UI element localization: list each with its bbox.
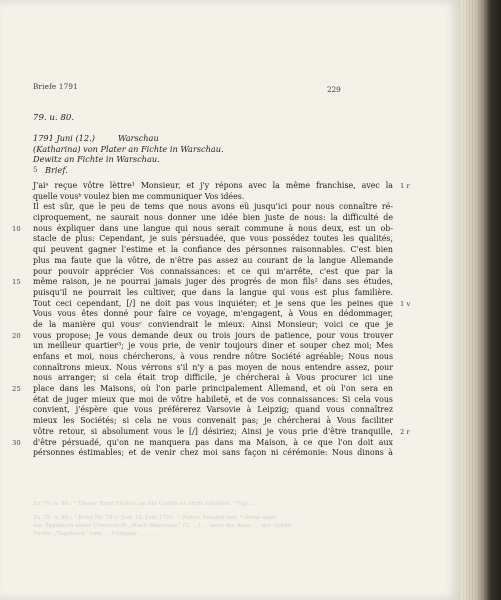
line-text: un meilleur quartier³; je vous prie, de venir toujours diner et souper chez moi; Mes — [33, 341, 393, 351]
text-line — [33, 426, 410, 438]
line-text: J'aiᵃ reçue vôtre lèttre¹ Monsieur, et j'y répons avec la même franchise, avec la — [33, 181, 393, 190]
folio-marker: 1 r — [400, 182, 410, 190]
line-text: état de juger mieux que moi de vôtre habileté, et de vos connaissances: Si cela vous — [33, 394, 393, 404]
line-text: stacle de plus: Cependant, je suis pérsuadée, que vous possédez toutes les qualités, — [33, 234, 393, 244]
footnote-line: Fichte „Tagebuch“ vom ... Frühjahr ... … ... — [33, 531, 160, 537]
line-text: pour pouvoir apprécier Vos connaissances: et ce qui m'arrête, c'est que par la — [33, 266, 393, 276]
text-line — [33, 202, 393, 213]
letter-body — [12, 181, 411, 459]
line-text: Il est sûr, que le peu de tems que nous avons eû jusqu'ici pour nous connaître ré- — [33, 202, 393, 212]
line-number: 30 — [12, 438, 21, 447]
running-head: Briefe 1791 — [33, 82, 78, 91]
line-text: même raison, je ne pourrai jamais juger des progrés de mon fils² dans ses études, — [33, 277, 393, 287]
line-text: connaîtrons mieux. Nous vérrons s'il n'y a pas moyen de nous entendre assez, pour — [33, 362, 393, 372]
line-text: vôtre retour, si absolument vous le [/] désiriez; Ainsi je vous prie d'être tranquille, — [33, 426, 393, 436]
text-line — [33, 373, 393, 384]
footnote-line: Zu 79. u. 80.: ¹ Dieser Brief Fichtes an die Gräfin ist nicht erhalten. ² Vgl. ... — [33, 501, 257, 507]
text-line — [33, 192, 393, 203]
line-text: pérsonnes éstimables; et de venir chez moi sans façon ni cérémonie: Nous dinons à — [33, 448, 393, 458]
line-text: qui peuvent gagner l'estime et la confiance des pérsonnes raisonnables. C'est bien — [33, 245, 393, 255]
heading-brief: Brief. — [45, 164, 68, 175]
text-line — [12, 277, 393, 288]
page-number: 229 — [327, 85, 341, 94]
line-text: plus ma faute que la vôtre, de n'être pas assez au courant de la langue Allemande — [33, 255, 393, 265]
folio-marker: 1 v — [400, 299, 411, 308]
text-line — [33, 405, 393, 416]
footnote-line: das Tagebuch unter Überschrift „Nach Warschau“ (S. ...) … auch die Anm. … der Gräfin — [33, 523, 292, 529]
line-text: place dans les Maisons, où l'on parle principalement Allemand, et où l'on sera en — [33, 384, 393, 394]
text-line — [33, 320, 393, 331]
text-line — [12, 437, 393, 449]
letter-heading — [33, 133, 393, 175]
line-number: 15 — [12, 278, 21, 287]
text-line — [12, 223, 393, 235]
text-line — [33, 234, 393, 245]
line-text: Tout ceci cependant, [/] ne doit pas vous inquiéter; et je sens que les peines que — [33, 298, 393, 308]
text-line — [33, 298, 411, 310]
text-line — [33, 395, 393, 406]
line-text: ciproquement, ne saurait nous donner une idée bien juste de nous: la difficulté de — [33, 213, 393, 223]
text-line — [33, 363, 393, 374]
footnote-line: Zu 79. u. 80.: ¹ Brief Nr. 78 v. Juni 12. Juni 1791. ² Plater, Eduard von. ³ Siehe dazu — [33, 515, 277, 521]
text-line — [12, 384, 393, 395]
text-line — [33, 256, 393, 267]
text-line — [33, 309, 393, 320]
line-text: puisqu'il ne pourrait les cultiver, que dans la langue qui vous est plus familière. — [33, 287, 393, 297]
line-text: convient, j'éspère que vous préférerez Varsovie à Leipzig; quand vous connaîtrez — [33, 405, 393, 415]
line-text: quelle vousᵇ voulez bien me communiquer Vos idées. — [33, 191, 245, 201]
line-text: vous propose; Je vous demande deux ou trois jours de patience, pour vous trouver — [33, 330, 393, 340]
text-line — [33, 245, 393, 256]
line-text: de la manière qui vousᶜ conviendrait le mieux: Ainsi Monsieur; voici ce que je — [33, 319, 393, 329]
text-line — [33, 448, 393, 459]
faded-footnotes — [33, 500, 393, 538]
text-line — [33, 288, 393, 299]
line-text: nous éxpliquer dans une langue qui nous serait commune à nous deux, est un ob- — [33, 223, 393, 233]
line-text: Vous vous êtes donné pour faire ce voyage, m'engagent, à Vous en dédommager, — [33, 309, 393, 319]
letter-number: 79. u. 80. — [33, 113, 75, 123]
line-text: mieux les Sociétés; si cela ne vous convenait pas; je chércherai à Vous faciliter — [33, 416, 393, 426]
line-number: 20 — [12, 331, 21, 340]
heading-row-sender: (Katharina) von Plater an Fichte in Warschau. — [33, 143, 224, 154]
text-line — [12, 330, 393, 342]
text-line — [33, 181, 410, 192]
heading-row-date: 1791 Juni (12.) Warschau — [33, 133, 159, 143]
line-number: 10 — [12, 224, 21, 233]
line-text: enfans et moi, nous chércherons, à vous rendre nôtre Société agréable; Nous nous — [33, 352, 393, 361]
text-line — [33, 416, 393, 427]
text-line — [33, 213, 393, 224]
heading-row-brief — [33, 165, 393, 176]
text-line — [33, 341, 393, 352]
heading-line-number: 5 — [33, 165, 38, 174]
page-edge — [460, 0, 501, 600]
line-text: nous arranger; si cela était trop difficile, je chércherai à Vous procurer ici une — [33, 373, 393, 383]
heading-row-recipient: Dewitz an Fichte in Warschau. — [33, 154, 160, 165]
text-line — [33, 267, 393, 278]
line-text: d'être pérsuadé, qu'on ne manquera pas dans ma Maison, à ce que l'on doit aux — [33, 437, 393, 447]
folio-marker: 2 r — [400, 427, 410, 436]
text-line — [33, 352, 393, 363]
line-number: 25 — [12, 385, 21, 394]
